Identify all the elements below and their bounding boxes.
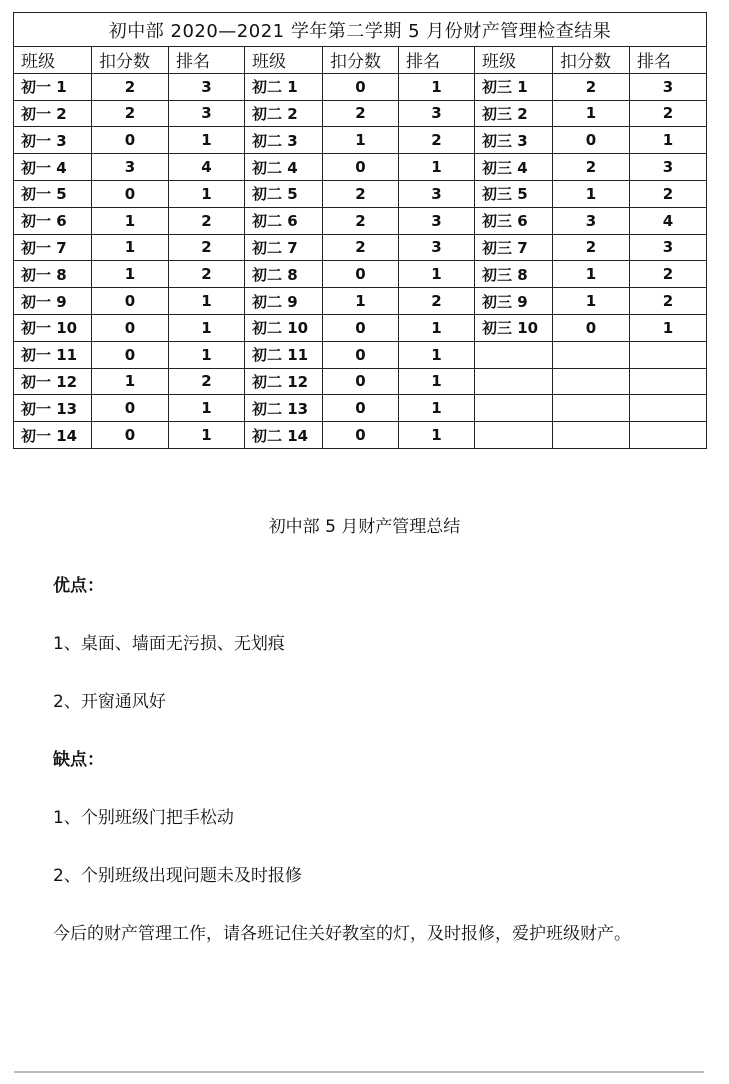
rank-cell: 1 [399,368,475,395]
deduction-cell: 3 [553,207,630,234]
header-class: 班级 [14,47,92,74]
rank-cell: 1 [630,314,707,341]
class-cell [475,368,553,395]
header-class: 班级 [245,47,323,74]
deduction-cell: 0 [92,395,169,422]
rank-cell: 2 [630,180,707,207]
deduction-cell: 1 [323,288,399,315]
deduction-cell: 2 [553,154,630,181]
class-cell: 初一 14 [14,422,92,449]
deduction-cell: 0 [92,127,169,154]
deduction-cell [553,368,630,395]
deduction-cell: 0 [92,422,169,449]
class-cell: 初一 11 [14,341,92,368]
deduction-cell: 2 [323,234,399,261]
deduction-cell: 0 [323,73,399,100]
rank-cell: 1 [169,288,245,315]
deduction-cell: 2 [92,73,169,100]
rank-cell: 3 [630,73,707,100]
deduction-cell: 0 [323,422,399,449]
table-title-row [14,13,707,47]
cons-item: 2、个别班级出现问题未及时报修 [53,866,302,886]
class-cell: 初二 11 [245,341,323,368]
class-cell: 初一 2 [14,100,92,127]
rank-cell: 3 [169,73,245,100]
rank-cell: 2 [169,234,245,261]
rank-cell: 3 [399,100,475,127]
rank-cell: 1 [399,261,475,288]
rank-cell: 3 [399,180,475,207]
deduction-cell: 1 [553,261,630,288]
deduction-cell: 0 [92,288,169,315]
rank-cell: 2 [630,100,707,127]
class-cell: 初一 10 [14,314,92,341]
class-cell: 初三 2 [475,100,553,127]
class-cell: 初二 8 [245,261,323,288]
class-cell: 初二 3 [245,127,323,154]
table-row [14,288,707,315]
rank-cell: 1 [399,73,475,100]
class-cell: 初一 8 [14,261,92,288]
deduction-cell: 1 [553,288,630,315]
pros-heading: 优点： [53,576,104,596]
class-cell: 初二 13 [245,395,323,422]
deduction-cell: 0 [323,395,399,422]
table-row [14,100,707,127]
rank-cell: 3 [169,100,245,127]
class-cell [475,395,553,422]
rank-cell: 4 [169,154,245,181]
table-row [14,422,707,449]
cons-item: 1、个别班级门把手松动 [53,808,234,828]
class-cell: 初三 8 [475,261,553,288]
table-title: 初中部 2020—2021 学年第二学期 5 月份财产管理检查结果 [14,13,707,47]
pros-item: 1、桌面、墙面无污损、无划痕 [53,634,285,654]
deduction-cell: 1 [553,100,630,127]
rank-cell: 1 [399,154,475,181]
rank-cell: 1 [630,127,707,154]
class-cell: 初一 12 [14,368,92,395]
closing-paragraph: 今后的财产管理工作，请各班记住关好教室的灯，及时报修，爱护班级财产。 [53,924,631,944]
table-row [14,368,707,395]
bottom-divider [14,1071,704,1073]
rank-cell: 2 [169,368,245,395]
deduction-cell: 1 [92,207,169,234]
cons-heading: 缺点： [53,750,104,770]
rank-cell: 1 [399,314,475,341]
header-class: 班级 [475,47,553,74]
class-cell: 初二 9 [245,288,323,315]
deduction-cell: 2 [553,73,630,100]
class-cell: 初三 9 [475,288,553,315]
class-cell: 初三 4 [475,154,553,181]
class-cell: 初二 12 [245,368,323,395]
deduction-cell: 1 [553,180,630,207]
class-cell: 初一 9 [14,288,92,315]
class-cell: 初三 10 [475,314,553,341]
results-table [13,12,707,449]
table-row [14,261,707,288]
rank-cell: 3 [630,234,707,261]
rank-cell [630,422,707,449]
class-cell: 初二 7 [245,234,323,261]
header-rank: 排名 [630,47,707,74]
rank-cell: 1 [169,395,245,422]
deduction-cell: 0 [323,368,399,395]
deduction-cell: 3 [92,154,169,181]
rank-cell: 1 [399,341,475,368]
table-row [14,127,707,154]
deduction-cell: 2 [323,180,399,207]
deduction-cell: 1 [92,234,169,261]
header-rank: 排名 [399,47,475,74]
deduction-cell: 0 [323,154,399,181]
class-cell: 初三 3 [475,127,553,154]
class-cell [475,341,553,368]
class-cell: 初三 7 [475,234,553,261]
deduction-cell: 0 [553,314,630,341]
rank-cell: 2 [169,261,245,288]
class-cell: 初三 5 [475,180,553,207]
class-cell: 初一 3 [14,127,92,154]
rank-cell: 3 [630,154,707,181]
rank-cell: 2 [630,261,707,288]
table-row [14,73,707,100]
table-row [14,314,707,341]
rank-cell: 1 [399,422,475,449]
table-row [14,395,707,422]
deduction-cell: 1 [92,261,169,288]
class-cell: 初二 5 [245,180,323,207]
table-row [14,234,707,261]
class-cell: 初二 4 [245,154,323,181]
class-cell: 初二 14 [245,422,323,449]
summary-title: 初中部 5 月财产管理总结 [268,517,461,537]
rank-cell: 1 [169,422,245,449]
rank-cell [630,368,707,395]
deduction-cell: 1 [92,368,169,395]
class-cell: 初三 6 [475,207,553,234]
header-deduction: 扣分数 [323,47,399,74]
rank-cell: 1 [169,127,245,154]
rank-cell: 2 [399,288,475,315]
header-rank: 排名 [169,47,245,74]
rank-cell: 2 [630,288,707,315]
header-deduction: 扣分数 [553,47,630,74]
class-cell: 初一 5 [14,180,92,207]
deduction-cell: 2 [323,207,399,234]
rank-cell: 2 [399,127,475,154]
deduction-cell: 0 [323,314,399,341]
class-cell: 初二 2 [245,100,323,127]
table-row [14,180,707,207]
pros-item: 2、开窗通风好 [53,692,166,712]
deduction-cell: 0 [92,180,169,207]
deduction-cell [553,395,630,422]
deduction-cell [553,422,630,449]
deduction-cell [553,341,630,368]
table-row [14,341,707,368]
rank-cell: 2 [169,207,245,234]
deduction-cell: 1 [323,127,399,154]
deduction-cell: 2 [92,100,169,127]
deduction-cell: 0 [92,341,169,368]
rank-cell: 4 [630,207,707,234]
class-cell: 初二 10 [245,314,323,341]
class-cell: 初一 7 [14,234,92,261]
class-cell: 初一 4 [14,154,92,181]
deduction-cell: 0 [92,314,169,341]
class-cell [475,422,553,449]
class-cell: 初一 6 [14,207,92,234]
table-row [14,154,707,181]
header-deduction: 扣分数 [92,47,169,74]
rank-cell [630,395,707,422]
rank-cell: 1 [169,314,245,341]
class-cell: 初二 6 [245,207,323,234]
class-cell: 初一 13 [14,395,92,422]
deduction-cell: 0 [323,261,399,288]
rank-cell: 3 [399,234,475,261]
rank-cell: 1 [399,395,475,422]
rank-cell: 3 [399,207,475,234]
class-cell: 初一 1 [14,73,92,100]
class-cell: 初二 1 [245,73,323,100]
class-cell: 初三 1 [475,73,553,100]
rank-cell [630,341,707,368]
table-row [14,207,707,234]
deduction-cell: 0 [323,341,399,368]
deduction-cell: 0 [553,127,630,154]
deduction-cell: 2 [323,100,399,127]
table-header-row [14,47,707,74]
deduction-cell: 2 [553,234,630,261]
rank-cell: 1 [169,180,245,207]
rank-cell: 1 [169,341,245,368]
